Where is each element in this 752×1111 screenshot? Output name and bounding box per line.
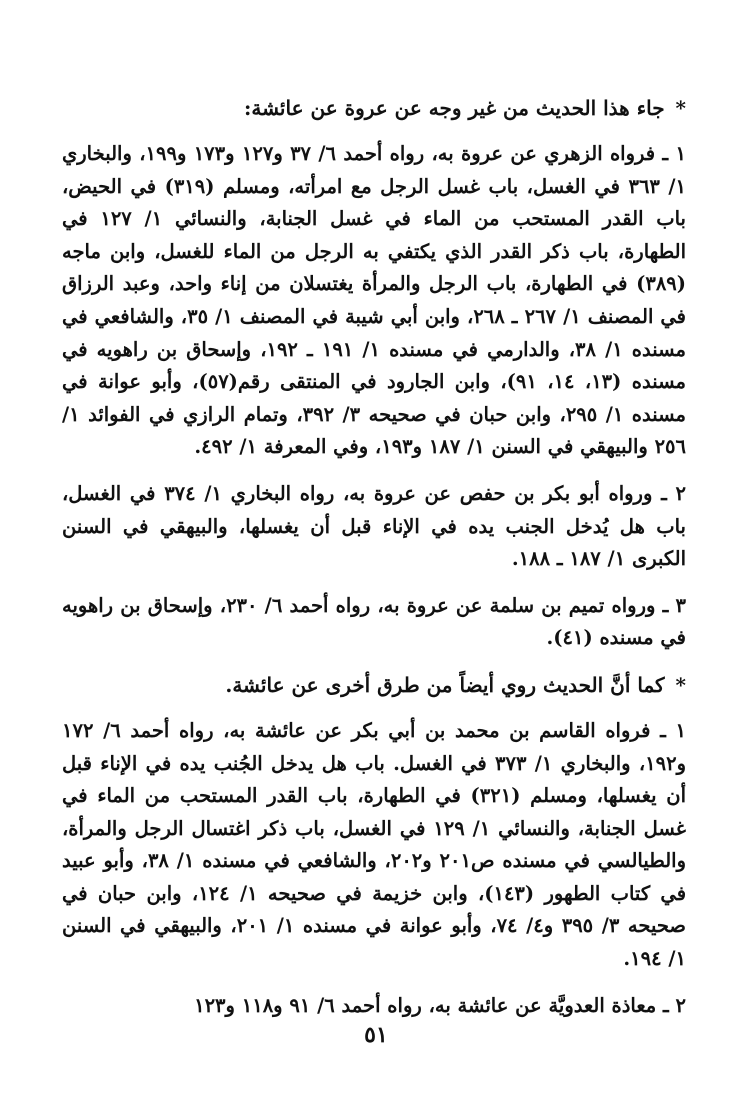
section-heading-text: جاء هذا الحديث من غير وجه عن عروة عن عائشة: (243, 96, 665, 120)
paragraph-item-5: ٢ ـ معاذة العدويَّة عن عائشة به، رواه أحمد ٦/ ٩١ و١١٨ و١٢٣ (194, 993, 686, 1017)
page-number: ٥١ (364, 1022, 388, 1048)
section-heading-text: كما أنَّ الحديث روي أيضاً من طرق أخرى عن عائشة. (225, 672, 665, 697)
paragraph-item-2: ٢ ـ ورواه أبو بكر بن حفص عن عروة به، رواه البخاري ١/ ٣٧٤ في الغسل، باب هل يُدخل الجنب يده في الإناء قبل أن يغسلها، والبيهقي في السنن الكبرى ١/ ١٨٧ ـ ١٨٨. (62, 481, 686, 571)
asterisk-marker: * (675, 672, 686, 697)
section-heading-1 (62, 92, 686, 124)
paragraph-item-4: ١ ـ فرواه القاسم بن محمد بن أبي بكر عن عائشة به، رواه أحمد ٦/ ١٧٢ و١٩٢، والبخاري ١/ ٣٧٣ في الغسل. باب هل يدخل الجُنب يده في الإناء قبل أن يغسلها، ومسلم (٣٢١) في الطهارة، باب القدر المستحب من الماء في غسل الجنابة، والنسائي ١/ ١٢٩ في الغسل، باب ذكر اغتسال الرجل والمرأة، والطيالسي في مسنده ص٢٠١ و٢٠٢، والشافعي في مسنده ١/ ٣٨، وأبو عبيد في كتاب الطهور (١٤٣)، وابن خزيمة في صحيحه ١/ ١٢٤، وابن حبان في صحيحه ٣/ ٣٩٥ و٤/ ٧٤، وأبو عوانة في مسنده ١/ ٢٠١، والبيهقي في السنن ١/ ١٩٤. (62, 718, 687, 971)
paragraph-item-1: ١ ـ فرواه الزهري عن عروة به، رواه أحمد ٦/ ٣٧ و١٢٧ و١٧٣ و١٩٩، والبخاري ١/ ٣٦٣ في الغسل، باب غسل الرجل مع امرأته، ومسلم (٣١٩) في الحيض، باب القدر المستحب من الماء في غسل الجنابة، والنسائي ١/ ١٢٧ في الطهارة، باب ذكر القدر الذي يكتفي به الرجل من الماء للغسل، وابن ماجه (٣٨٩) في الطهارة، باب الرجل والمرأة يغتسلان من إناء واحد، وعبد الرزاق في المصنف ١/ ٢٦٧ ـ ٢٦٨، وابن أبي شيبة في المصنف ١/ ٣٥، والشافعي في مسنده ١/ ٣٨، والدارمي في مسنده ١/ ١٩١ ـ ١٩٢، وإسحاق بن راهويه في مسنده (١٣، ١٤، ٩١)، وابن الجارود في المنتقى رقم(٥٧)، وأبو عوانة في مسنده ١/ ٢٩٥، وابن حبان في صحيحه ٣/ ٣٩٢، وتمام الرازي في الفوائد ١/ ٢٥٦ والبيهقي في السنن ١/ ١٨٧ و١٩٣، وفي المعرفة ١/ ٤٩٢. (62, 142, 686, 459)
paragraph-item-3: ٣ ـ ورواه تميم بن سلمة عن عروة به، رواه أحمد ٦/ ٢٣٠، وإسحاق بن راهويه في مسنده (٤١). (62, 593, 687, 650)
asterisk-marker: * (675, 96, 686, 120)
section-heading-2 (62, 669, 686, 701)
